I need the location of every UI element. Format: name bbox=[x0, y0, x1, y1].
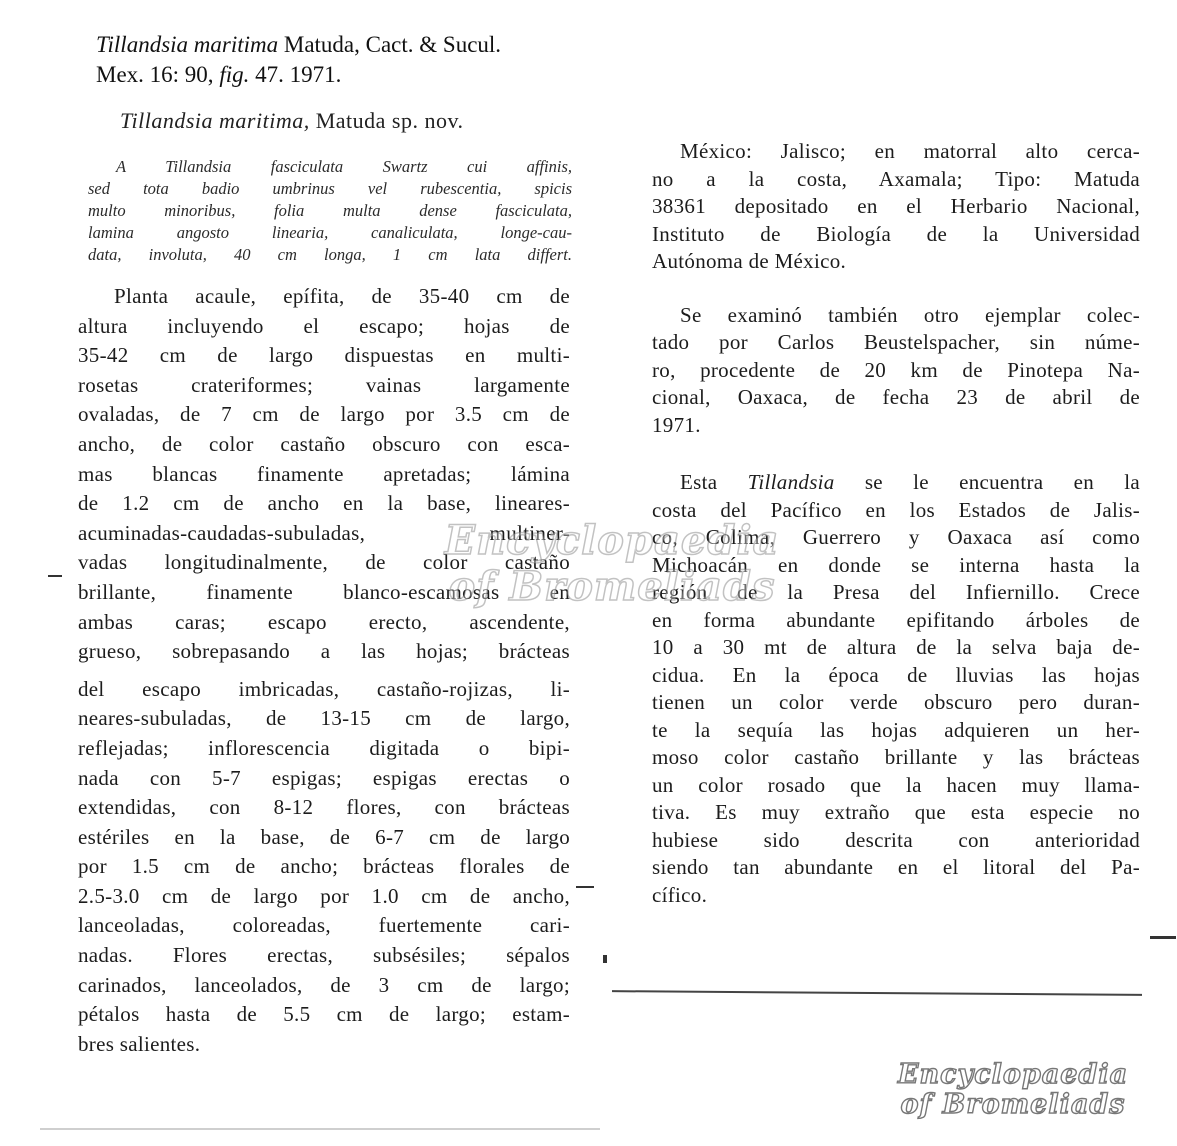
type-locality-paragraph bbox=[652, 138, 1140, 276]
text-line: del escapo imbricadas, castaño-rojizas, li- bbox=[78, 676, 570, 701]
text-line: lamina angosto linearia, canaliculata, longe-cau- bbox=[88, 223, 572, 242]
text-line: Autónoma de México. bbox=[652, 249, 847, 273]
text-line: neares-subuladas, de 13-15 cm de largo, bbox=[78, 706, 570, 731]
text-line: Se examinó también otro ejemplar colec- bbox=[680, 302, 1140, 327]
text-line: data, involuta, 40 cm longa, 1 cm lata differt. bbox=[88, 245, 572, 264]
text-line: 10 a 30 mt de altura de la selva baja de- bbox=[652, 635, 1140, 659]
left-column bbox=[78, 108, 570, 1059]
text-line: mas blancas finamente apretadas; lámina bbox=[78, 461, 570, 486]
text-line: ancho, de color castaño obscuro con esca- bbox=[78, 431, 570, 456]
text-line: México: Jalisco; en matorral alto cerca- bbox=[680, 139, 1140, 163]
text-line: extendidas, con 8-12 flores, con brácteas bbox=[78, 795, 570, 820]
column-end-rule bbox=[612, 990, 1142, 996]
text-line: bres salientes. bbox=[78, 1031, 201, 1056]
text-line: 1971. bbox=[652, 412, 701, 437]
right-column bbox=[652, 138, 1140, 935]
text-line: rosetas crateriformes; vainas largamente bbox=[78, 372, 570, 397]
text-line: Instituto de Biología de la Universidad bbox=[652, 221, 1140, 246]
text-line: nada con 5-7 espigas; espigas erectas o bbox=[78, 765, 570, 790]
text-line: costa del Pacífico en los Estados de Jalis- bbox=[652, 497, 1140, 522]
paragraph-gap bbox=[78, 667, 570, 675]
text-line: tado por Carlos Beustelspacher, sin núme- bbox=[652, 330, 1140, 354]
text-line: 38361 depositado en el Herbario Nacional, bbox=[652, 194, 1140, 218]
scan-mark bbox=[603, 955, 607, 963]
watermark-logo: Encyclopaedia of Bromeliads bbox=[897, 1059, 1129, 1120]
text-line: nadas. Flores erectas, subsésiles; sépalos bbox=[78, 943, 570, 968]
scan-edge-line bbox=[40, 1128, 600, 1130]
distribution-paragraph bbox=[652, 469, 1140, 909]
scan-mark bbox=[576, 886, 594, 888]
text-line: brillante, finamente blanco-escamosas en bbox=[78, 579, 570, 604]
text-line: co, Colima, Guerrero y Oaxaca así como bbox=[652, 525, 1140, 549]
text-line: sed tota badio umbrinus vel rubescentia, spicis bbox=[88, 179, 572, 198]
text-line: por 1.5 cm de ancho; brácteas florales de bbox=[78, 854, 570, 879]
text-line: A Tillandsia fasciculata Swartz cui affinis, bbox=[116, 157, 572, 176]
text-line: reflejadas; inflorescencia digitada o bipi- bbox=[78, 735, 570, 760]
scan-mark bbox=[48, 575, 62, 577]
text-line: tienen un color verde obscuro pero duran- bbox=[652, 690, 1140, 714]
species-heading: Tillandsia maritima, Matuda sp. nov. bbox=[120, 108, 464, 133]
text-line: estériles en la base, de 6-7 cm de largo bbox=[78, 824, 570, 849]
text-line: tiva. Es muy extraño que esta especie no bbox=[652, 800, 1140, 824]
text-line: te la sequía las hojas adquieren un her- bbox=[652, 717, 1140, 742]
text-line: un color rosado que la hacen muy llama- bbox=[652, 772, 1140, 797]
additional-specimen-paragraph bbox=[652, 302, 1140, 440]
citation-species-name: Tillandsia maritima bbox=[96, 32, 279, 57]
text-line: pétalos hasta de 5.5 cm de largo; estam- bbox=[78, 1002, 570, 1027]
text-line: vadas longitudinalmente, de color castaño bbox=[78, 550, 570, 575]
text-line: 35-42 cm de largo dispuestas en multi- bbox=[78, 343, 570, 368]
text-line: región de la Presa del Infiernillo. Crece bbox=[652, 580, 1140, 604]
text-line: Michoacán en donde se interna hasta la bbox=[652, 552, 1140, 577]
text-line: no a la costa, Axamala; Tipo: Matuda bbox=[652, 166, 1140, 191]
text-line: Planta acaule, epífita, de 35-40 cm de bbox=[114, 284, 570, 308]
citation-line-2: Mex. 16: 90, fig. 47. 1971. bbox=[96, 62, 342, 87]
text-line: acuminadas-caudadas-subuladas, multiner- bbox=[78, 520, 570, 545]
text-line: ro, procedente de 20 km de Pinotepa Na- bbox=[652, 357, 1140, 382]
text-line: cidua. En la época de lluvias las hojas bbox=[652, 662, 1140, 687]
text-line: Esta Tillandsia se le encuentra en la bbox=[680, 470, 1140, 494]
text-line: lanceoladas, coloreadas, fuertemente cari- bbox=[78, 913, 570, 938]
text-line: multo minoribus, folia multa dense fasciculata, bbox=[88, 201, 572, 220]
text-line: cífico. bbox=[652, 882, 708, 907]
text-line: hubiese sido descrita con anterioridad bbox=[652, 827, 1140, 852]
watermark-center: Encyclopaedia of Bromeliads bbox=[444, 517, 780, 610]
latin-diagnosis bbox=[88, 156, 572, 266]
text-line: ambas caras; escapo erecto, ascendente, bbox=[78, 609, 570, 634]
species-description bbox=[78, 282, 570, 1059]
citation-block bbox=[96, 30, 576, 90]
text-line: grueso, sobrepasando a las hojas; brácteas bbox=[78, 639, 570, 664]
scan-mark bbox=[1150, 936, 1176, 939]
text-line: 2.5-3.0 cm de largo por 1.0 cm de ancho, bbox=[78, 883, 570, 908]
text-line: de 1.2 cm de ancho en la base, lineares- bbox=[78, 491, 570, 516]
citation-line-1: Tillandsia maritima Matuda, Cact. & Sucul. bbox=[96, 32, 502, 57]
text-line: ovaladas, de 7 cm de largo por 3.5 cm de bbox=[78, 402, 570, 427]
text-line: carinados, lanceolados, de 3 cm de largo; bbox=[78, 972, 570, 997]
text-line: moso color castaño brillante y las brácteas bbox=[652, 745, 1140, 769]
text-line: altura incluyendo el escapo; hojas de bbox=[78, 313, 570, 338]
text-line: en forma abundante epifitando árboles de bbox=[652, 607, 1140, 632]
text-line: cional, Oaxaca, de fecha 23 de abril de bbox=[652, 385, 1140, 409]
text-line: siendo tan abundante en el litoral del Pa- bbox=[652, 855, 1140, 879]
